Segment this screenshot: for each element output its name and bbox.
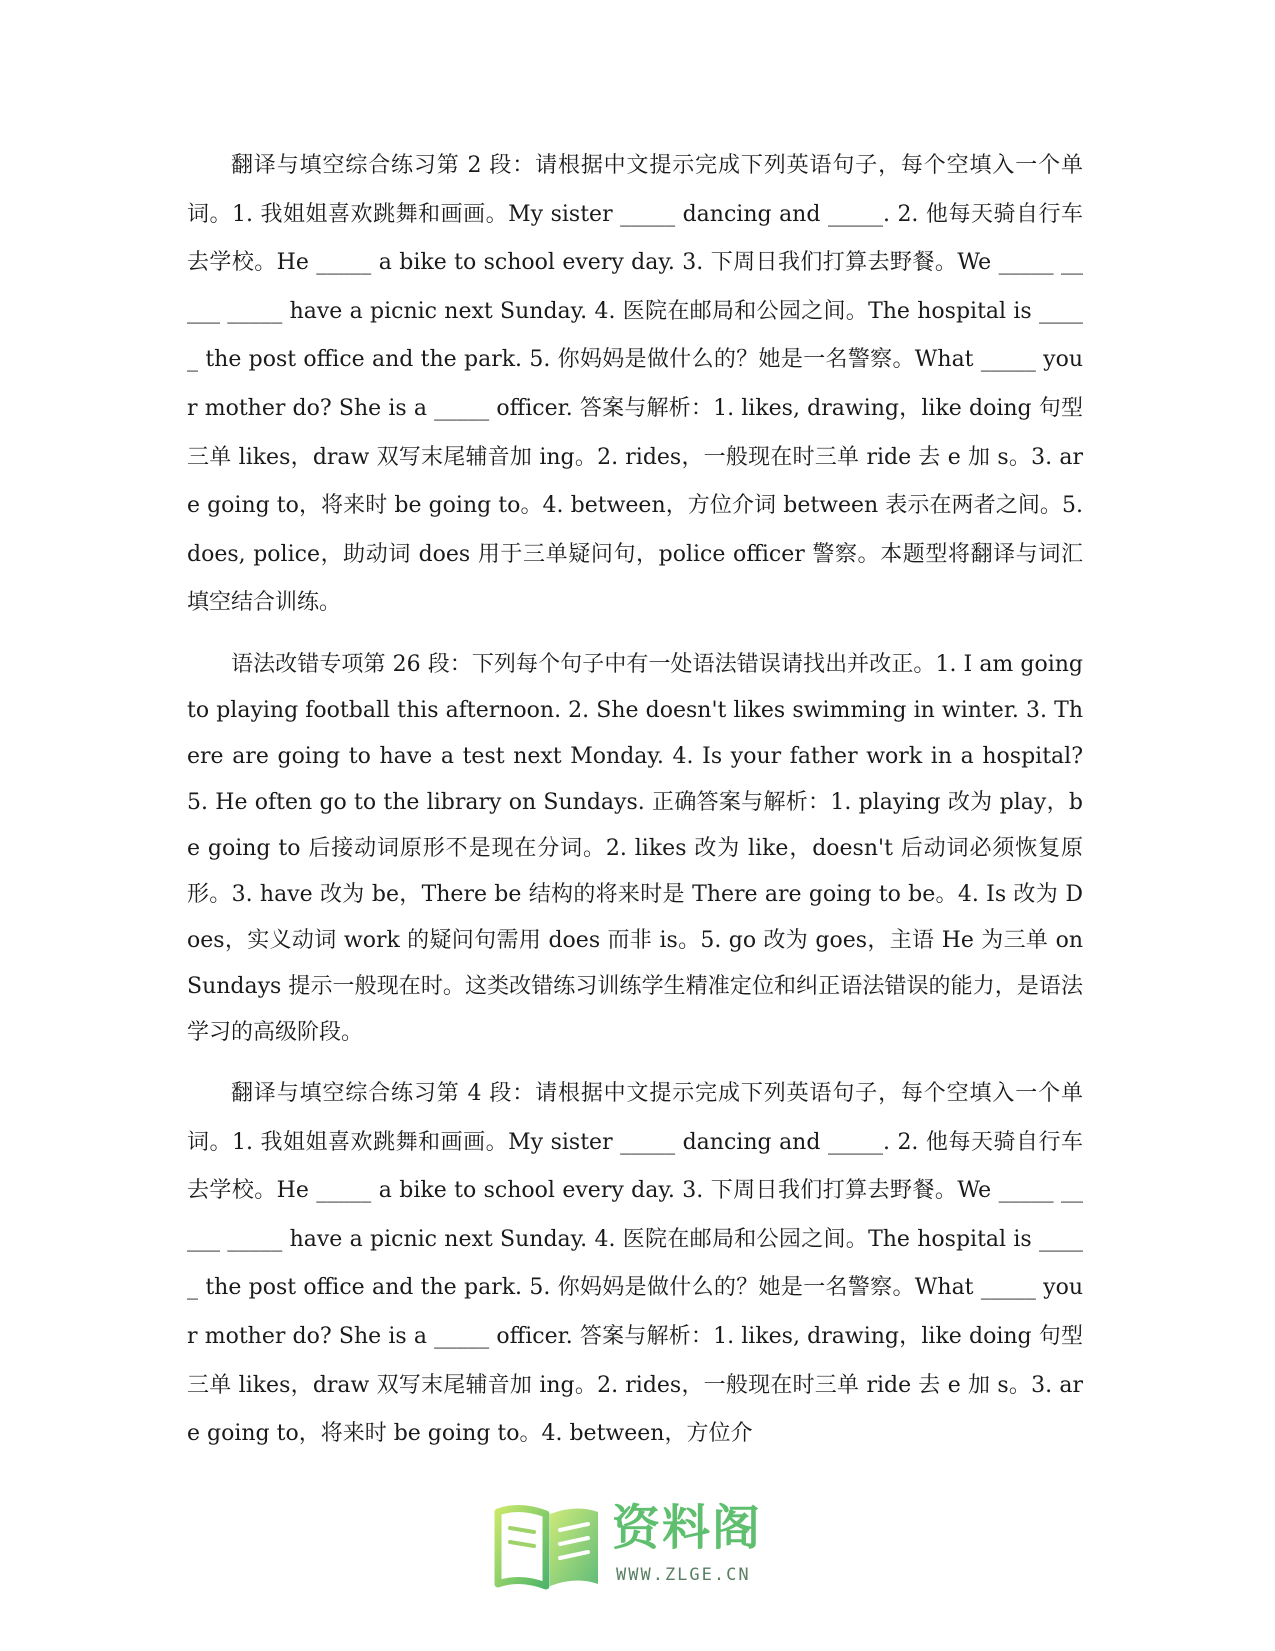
paragraph-translation-fill-4: 翻译与填空综合练习第 4 段：请根据中文提示完成下列英语句子，每个空填入一个单词。1. 我姐姐喜欢跳舞和画画。My sister _____ dancing and _____. 2. 他每天骑自行车去学校。He _____ a bike to school every day. 3. 下周日我们打算去野餐。We _____ _____ _____ have a picnic next Sunday. 4. 医院在邮局和公园之间。The hospital is _____ the post office and the park. 5. 你妈妈是做什么的？她是一名警察。What _____ your mother do? She is a _____ officer. 答案与解析：1. likes, drawing，like doing 句型三单 likes，draw 双写末尾辅音加 ing。2. rides，一般现在时三单 ride 去 e 加 s。3. are going to，将来时 be going to。4. between，方位介 — [187, 1080, 1083, 1447]
document-body — [187, 142, 1083, 1459]
paragraph-grammar-correction-26: 语法改错专项第 26 段：下列每个句子中有一处语法错误请找出并改正。1. I am going to playing football this afternoon. 2. She doesn't likes swimming in winter. 3. There are going to have a test next Monday. 4. Is your father work in a hospital? 5. He often go to the library on Sundays. 正确答案与解析：1. playing 改为 play，be going to 后接动词原形不是现在分词。2. likes 改为 like，doesn't 后动词必须恢复原形。3. have 改为 be，There be 结构的将来时是 There are going to be。4. Is 改为 Does，实义动词 work 的疑问句需用 does 而非 is。5. go 改为 goes，主语 He 为三单 on Sundays 提示一般现在时。这类改错练习训练学生精准定位和纠正语法错误的能力，是语法学习的高级阶段。 — [187, 651, 1083, 1045]
logo-title: 资料阁 — [612, 1500, 763, 1556]
site-logo[interactable] — [490, 1498, 790, 1594]
logo-url[interactable]: WWW.ZLGE.CN — [616, 1565, 751, 1585]
paragraph-translation-fill-2: 翻译与填空综合练习第 2 段：请根据中文提示完成下列英语句子，每个空填入一个单词。1. 我姐姐喜欢跳舞和画画。My sister _____ dancing and _____. 2. 他每天骑自行车去学校。He _____ a bike to school every day. 3. 下周日我们打算去野餐。We _____ _____ _____ have a picnic next Sunday. 4. 医院在邮局和公园之间。The hospital is _____ the post office and the park. 5. 你妈妈是做什么的？她是一名警察。What _____ your mother do? She is a _____ officer. 答案与解析：1. likes, drawing，like doing 句型三单 likes，draw 双写末尾辅音加 ing。2. rides，一般现在时三单 ride 去 e 加 s。3. are going to，将来时 be going to。4. between，方位介词 between 表示在两者之间。5. does, police，助动词 does 用于三单疑问句，police officer 警察。本题型将翻译与词汇填空结合训练。 — [187, 153, 1083, 616]
open-book-icon — [490, 1502, 610, 1590]
